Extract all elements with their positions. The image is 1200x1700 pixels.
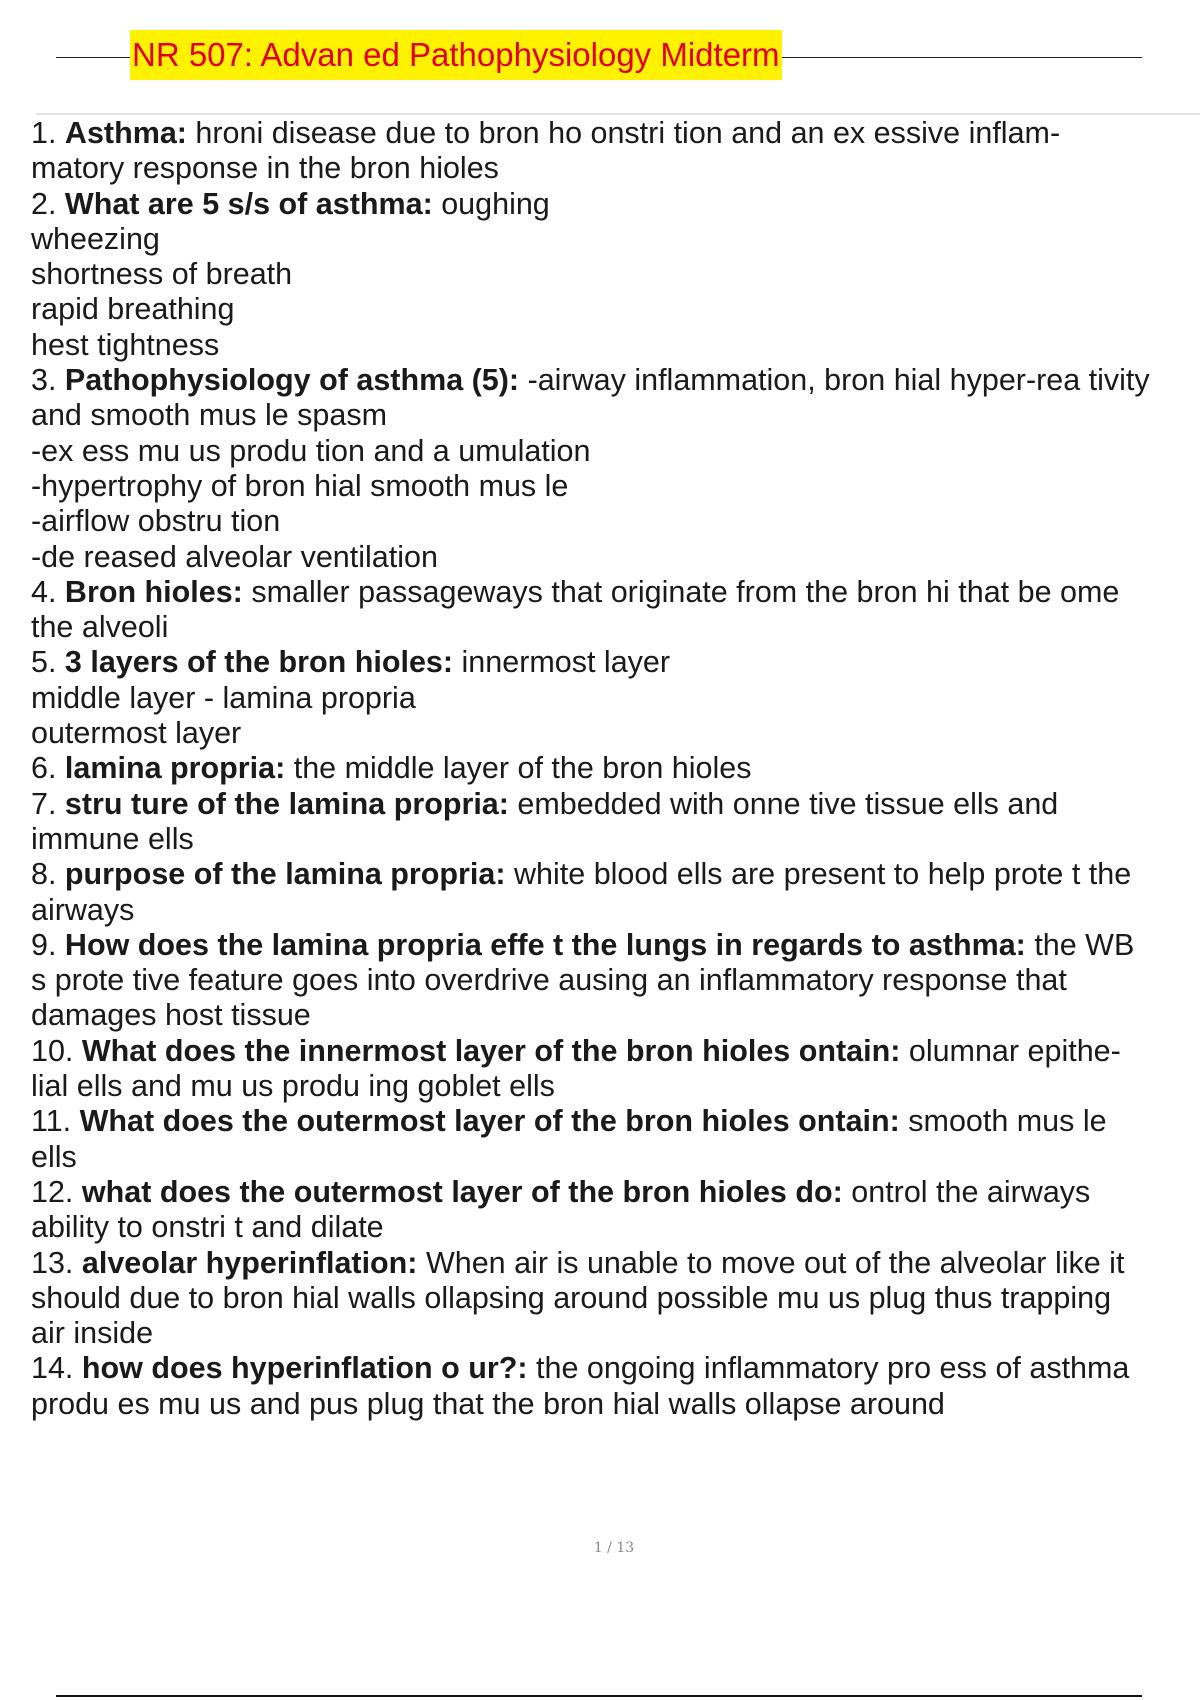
title-divider: [36, 113, 1200, 115]
item-answer: embedded with onne tive tissue ells and immune ells: [31, 786, 1059, 856]
item-term: how does hyperinflation o ur?:: [81, 1351, 528, 1386]
item-number: 14.: [31, 1351, 74, 1386]
item-answer: When air is unable to move out of the alveolar like it should due to bron hial walls ollapsing around possible mu us plug thus trapping air inside: [31, 1245, 1125, 1351]
item-number: 8.: [31, 857, 57, 892]
item-number: 11.: [31, 1104, 72, 1139]
list-item: [31, 1351, 1191, 1422]
list-item: [31, 787, 1191, 858]
list-item: [31, 1034, 1191, 1105]
list-item: [31, 187, 1191, 363]
item-answer: smooth mus le ells: [31, 1104, 1107, 1174]
item-number: 1.: [31, 116, 57, 150]
item-answer: the ongoing inflammatory pro ess of asthma produ es mu us and pus plug that the bron hial walls ollapse around: [31, 1351, 1130, 1421]
item-answer: white blood ells are present to help prote t the airways: [31, 857, 1132, 927]
list-item: [31, 1246, 1191, 1352]
item-term: stru ture of the lamina propria:: [64, 786, 509, 821]
item-answer: hroni disease due to bron ho onstri tion and an ex essive inflam- matory response in the bron hioles: [31, 116, 1061, 186]
item-term: What does the innermost layer of the bron hioles ontain:: [81, 1033, 901, 1068]
item-term: How does the lamina propria effe t the lungs in regards to asthma:: [64, 927, 1026, 962]
list-item: [31, 751, 1191, 786]
header-rule-left: [56, 57, 130, 58]
item-answer: -airway inflammation, bron hial hyper-rea tivity and smooth mus le spasm -ex ess mu us produ tion and a umulation -hypertrophy of bron hial smooth mus le -airflow obstru tion -de reased alveolar ventilation: [31, 363, 1150, 574]
item-term: Asthma:: [64, 116, 187, 150]
item-number: 3.: [31, 363, 57, 398]
list-item: [31, 363, 1191, 575]
item-term: Pathophysiology of asthma (5):: [64, 363, 520, 398]
item-answer: smaller passageways that originate from the bron hi that be ome the alveoli: [31, 574, 1120, 645]
item-answer: ontrol the airways ability to onstri t and dilate: [31, 1174, 1091, 1245]
item-term: Bron hioles:: [64, 574, 243, 609]
item-number: 13.: [31, 1245, 74, 1280]
page-number: 1 / 13: [593, 1540, 635, 1556]
list-item: [31, 1104, 1191, 1175]
item-number: 12.: [31, 1174, 74, 1209]
item-term: 3 layers of the bron hioles:: [64, 645, 454, 680]
document-title: NR 507: Advan ed Pathophysiology Midterm: [130, 30, 782, 80]
item-term: What does the outermost layer of the bron hioles ontain:: [79, 1104, 900, 1139]
list-item: [31, 645, 1191, 751]
item-answer: oughing wheezing shortness of breath rapid breathing hest tightness: [31, 186, 550, 362]
list-item: [31, 116, 1191, 187]
list-item: [31, 1175, 1191, 1246]
item-number: 10.: [31, 1033, 74, 1068]
item-number: 5.: [31, 645, 57, 680]
footer-rule: [56, 1695, 1142, 1697]
item-answer: innermost layer middle layer - lamina propria outermost layer: [31, 645, 671, 751]
item-term: What are 5 s/s of asthma:: [64, 186, 433, 221]
question-list: [31, 116, 1191, 1422]
item-number: 4.: [31, 574, 57, 609]
list-item: [31, 928, 1191, 1034]
list-item: [31, 857, 1191, 928]
item-answer: the middle layer of the bron hioles: [293, 751, 752, 786]
item-term: alveolar hyperinflation:: [81, 1245, 418, 1280]
item-term: what does the outermost layer of the bron hioles do:: [81, 1174, 843, 1209]
item-answer: olumnar epithe- lial ells and mu us produ ing goblet ells: [31, 1033, 1121, 1104]
item-term: lamina propria:: [64, 751, 286, 786]
item-number: 6.: [31, 751, 57, 786]
item-number: 9.: [31, 927, 57, 962]
header-rule-right: [782, 57, 1142, 58]
item-number: 2.: [31, 186, 57, 221]
item-term: purpose of the lamina propria:: [64, 857, 506, 892]
list-item: [31, 575, 1191, 646]
item-number: 7.: [31, 786, 57, 821]
item-answer: the WB s prote tive feature goes into overdrive ausing an inflammatory response that damages host tissue: [31, 927, 1135, 1033]
